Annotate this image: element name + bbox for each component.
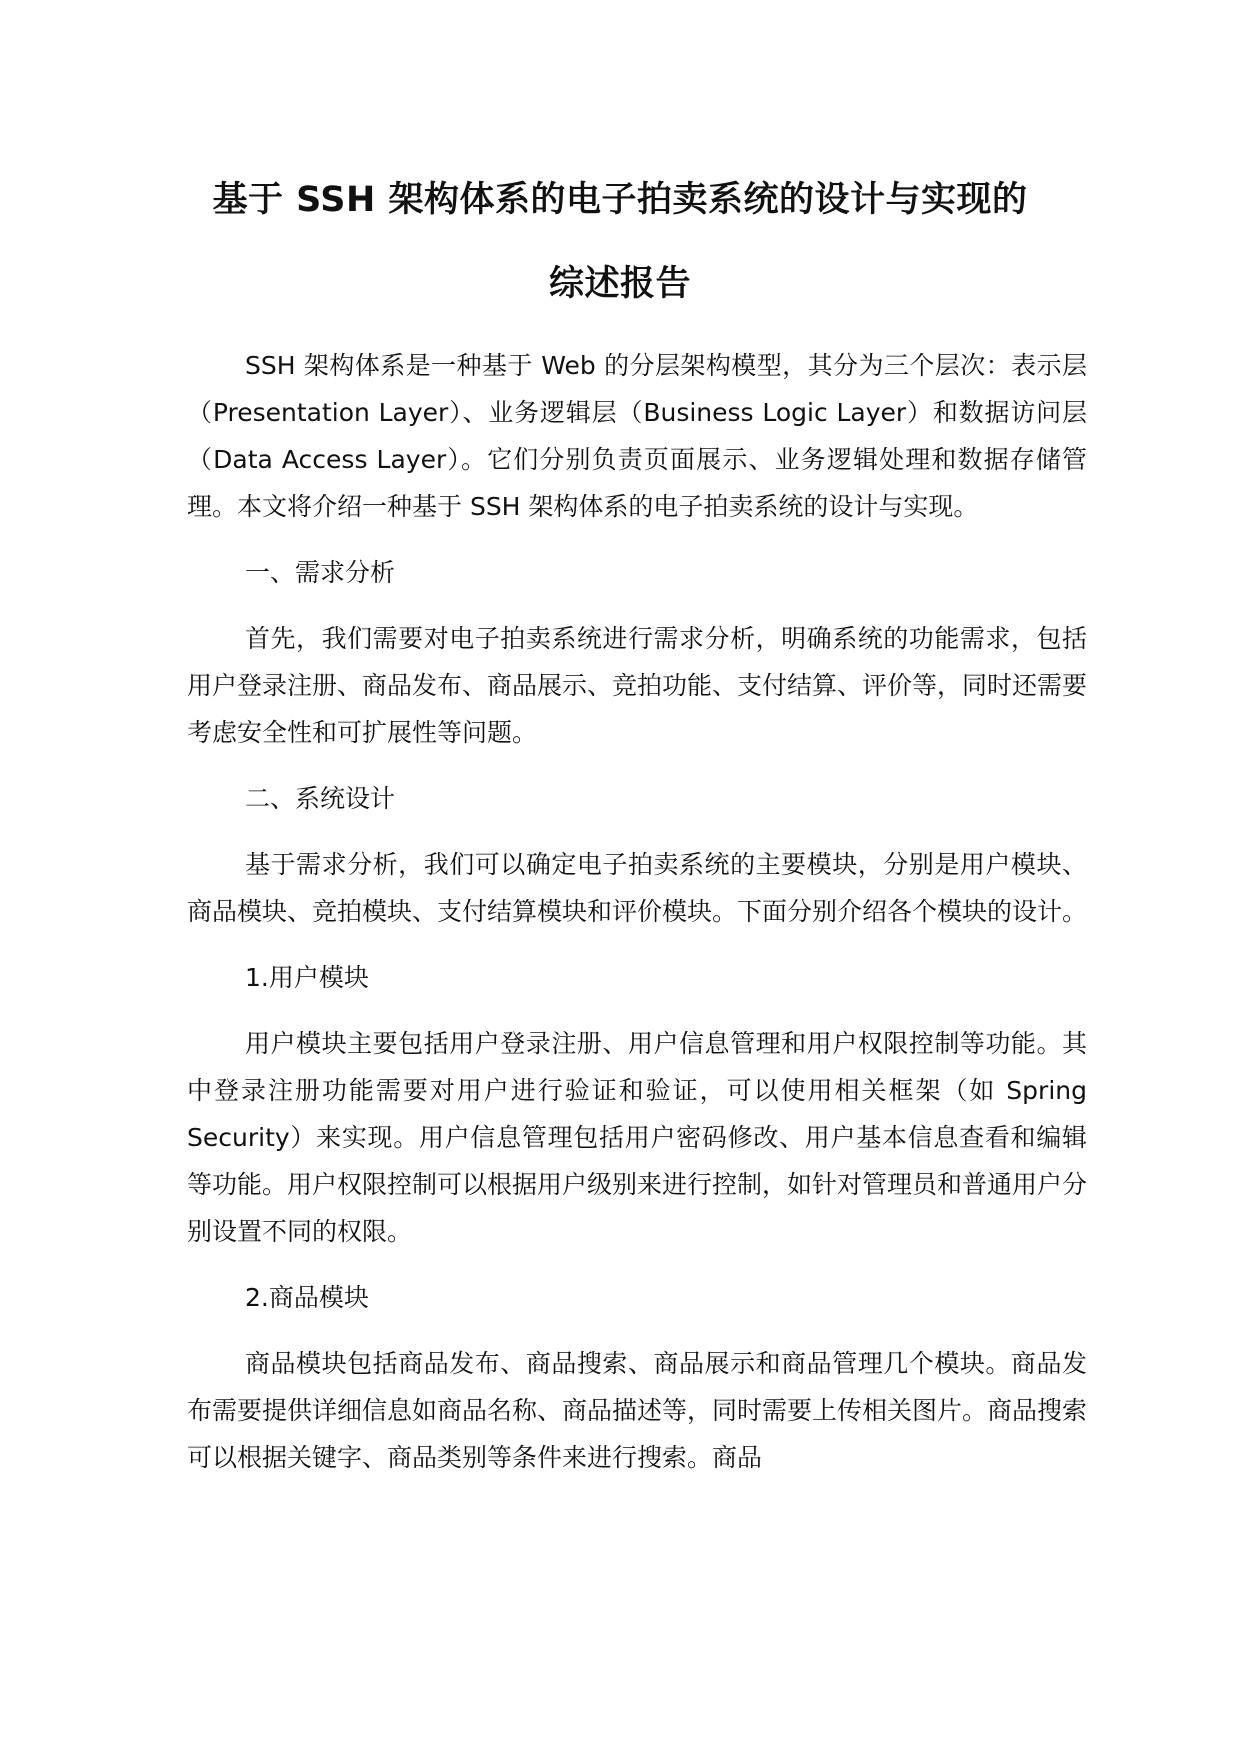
design-paragraph: 基于需求分析，我们可以确定电子拍卖系统的主要模块，分别是用户模块、商品模块、竞拍模块、支付结算模块和评价模块。下面分别介绍各个模块的设计。 — [187, 850, 1088, 926]
intro-paragraph: SSH 架构体系是一种基于 Web 的分层架构模型，其分为三个层次：表示层（Presentation Layer）、业务逻辑层（Business Logic Layer）和数据访问层（Data Access Layer）。它们分别负责页面展示、业务逻辑处理和数据存储管理。本文将介绍一种基于 SSH 架构体系的电子拍卖系统的设计与实现。 — [187, 351, 1087, 521]
section-heading-requirements: 一、需求分析 — [245, 558, 396, 587]
product-module-paragraph: 商品模块包括商品发布、商品搜索、商品展示和商品管理几个模块。商品发布需要提供详细信息如商品名称、商品描述等，同时需要上传相关图片。商品搜索可以根据关键字、商品类别等条件来进行搜索。商品 — [187, 1349, 1088, 1472]
document-body — [187, 342, 1087, 1481]
subsection-heading-product-module: 2.商品模块 — [245, 1283, 369, 1312]
document-title-line-2: 综述报告 — [548, 264, 691, 304]
section-heading-design: 二、系统设计 — [245, 784, 396, 813]
document-title-line-1: 基于 SSH 架构体系的电子拍卖系统的设计与实现的 — [212, 180, 1028, 220]
subsection-heading-user-module: 1.用户模块 — [245, 963, 369, 992]
user-module-paragraph: 用户模块主要包括用户登录注册、用户信息管理和用户权限控制等功能。其中登录注册功能需要对用户进行验证和验证，可以使用相关框架（如 Spring Security）来实现。用户信息管理包括用户密码修改、用户基本信息查看和编辑等功能。用户权限控制可以根据用户级别来进行控制，如针对管理员和普通用户分别设置不同的权限。 — [187, 1029, 1088, 1246]
requirements-paragraph: 首先，我们需要对电子拍卖系统进行需求分析，明确系统的功能需求，包括用户登录注册、商品发布、商品展示、竞拍功能、支付结算、评价等，同时还需要考虑安全性和可扩展性等问题。 — [187, 624, 1088, 747]
